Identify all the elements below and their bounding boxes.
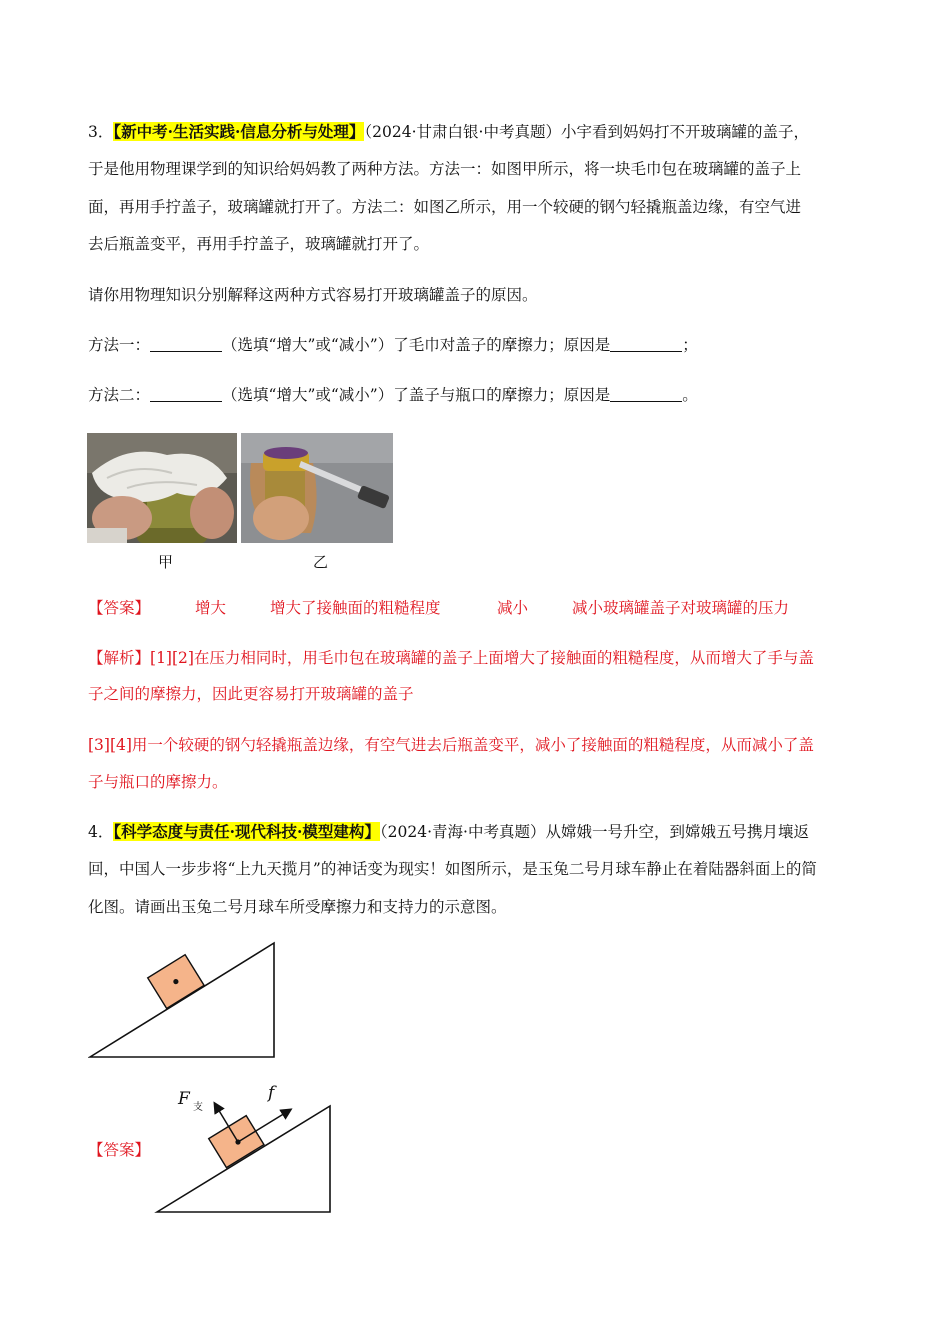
q4-number: 4．: [88, 823, 114, 841]
caption-yi: 乙: [313, 553, 329, 571]
method1-label: 方法一：: [88, 336, 151, 354]
support-force-label: F: [178, 1089, 190, 1109]
photo-spoon-jar: [241, 433, 393, 543]
q3-answer-1: 增大: [195, 599, 227, 617]
method2-label: 方法二：: [88, 386, 151, 404]
friction-force-label: f: [268, 1083, 275, 1103]
q3-prompt: 请你用物理知识分别解释这两种方式容易打开玻璃罐盖子的原因。: [88, 286, 538, 304]
method1-blank1[interactable]: [150, 337, 222, 352]
method1-blank2[interactable]: [610, 337, 682, 352]
q3-answer-3: 减小: [497, 599, 529, 617]
q3-answer-4: 减小玻璃罐盖子对玻璃罐的压力: [572, 599, 790, 617]
q3-line4: 去后瓶盖变平，再用手拧盖子，玻璃罐就打开了。: [88, 235, 430, 253]
q3-answer-label: 【答案】: [88, 599, 151, 617]
q4-line2: 回，中国人一步步将“上九天揽月”的神话变为现实！如图所示，是玉兔二号月球车静止在着陆器斜面上的简: [88, 860, 817, 878]
caption-jia: 甲: [158, 553, 174, 571]
answer-force-diagram: [152, 1076, 337, 1216]
support-force-subscript: 支: [193, 1102, 203, 1113]
answer-center-dot: [235, 1139, 240, 1144]
q3-analysis-label: 【解析】: [88, 649, 151, 667]
q3-method2: [88, 384, 698, 406]
method2-end: 。: [682, 386, 698, 404]
incline-diagram: [88, 938, 280, 1060]
q3-line1: [88, 121, 809, 143]
q3-line2: 于是他用物理课学到的知识给妈妈教了两种方法。方法一：如图甲所示，将一块毛巾包在玻璃罐的盖子上: [88, 160, 802, 178]
method1-mid: （选填“增大”或“减小”）了毛巾对盖子的摩擦力；原因是: [222, 336, 611, 354]
q4-tag: 【科学态度与责任·现代科技·模型建构】: [113, 822, 380, 841]
q4-line1-tail: 从嫦娥一号升空，到嫦娥五号携月壤返: [545, 823, 809, 841]
q4-answer-label: 【答案】: [88, 1141, 151, 1159]
q3-analysis-line3: [3][4]用一个较硬的钢勺轻撬瓶盖边缘，有空气进去后瓶盖变平，减小了接触面的粗糙程度，从而减小了盖: [88, 736, 814, 754]
method1-end: ；: [682, 336, 698, 354]
photo-towel-jar: [87, 433, 237, 543]
q3-analysis-line1: [88, 647, 814, 669]
q3-analysis-line4: 子与瓶口的摩擦力。: [88, 773, 228, 791]
method2-blank1[interactable]: [150, 387, 222, 402]
q3-number: 3．: [88, 123, 114, 141]
q4-source: （2024·青海·中考真题）: [379, 823, 546, 841]
q3-line1-tail: 小宇看到妈妈打不开玻璃罐的盖子，: [560, 123, 809, 141]
q3-source: （2024·甘肃白银·中考真题）: [364, 123, 561, 141]
q3-tag: 【新中考·生活实践·信息分析与处理】: [113, 122, 365, 141]
q3-method1: [88, 334, 698, 356]
q3-analysis-line2: 子之间的摩擦力，因此更容易打开玻璃罐的盖子: [88, 685, 414, 703]
q3-line3: 面，再用手拧盖子，玻璃罐就打开了。方法二：如图乙所示，用一个较硬的钢勺轻撬瓶盖边缘，有空气进: [88, 198, 802, 216]
method2-mid: （选填“增大”或“减小”）了盖子与瓶口的摩擦力；原因是: [222, 386, 611, 404]
q3-analysis-text1: [1][2]在压力相同时，用毛巾包在玻璃罐的盖子上面增大了接触面的粗糙程度，从而增大了手与盖: [150, 649, 814, 667]
q4-line1: [88, 821, 809, 843]
q4-line3: 化图。请画出玉兔二号月球车所受摩擦力和支持力的示意图。: [88, 898, 507, 916]
method2-blank2[interactable]: [610, 387, 682, 402]
q3-answer-2: 增大了接触面的粗糙程度: [270, 599, 441, 617]
